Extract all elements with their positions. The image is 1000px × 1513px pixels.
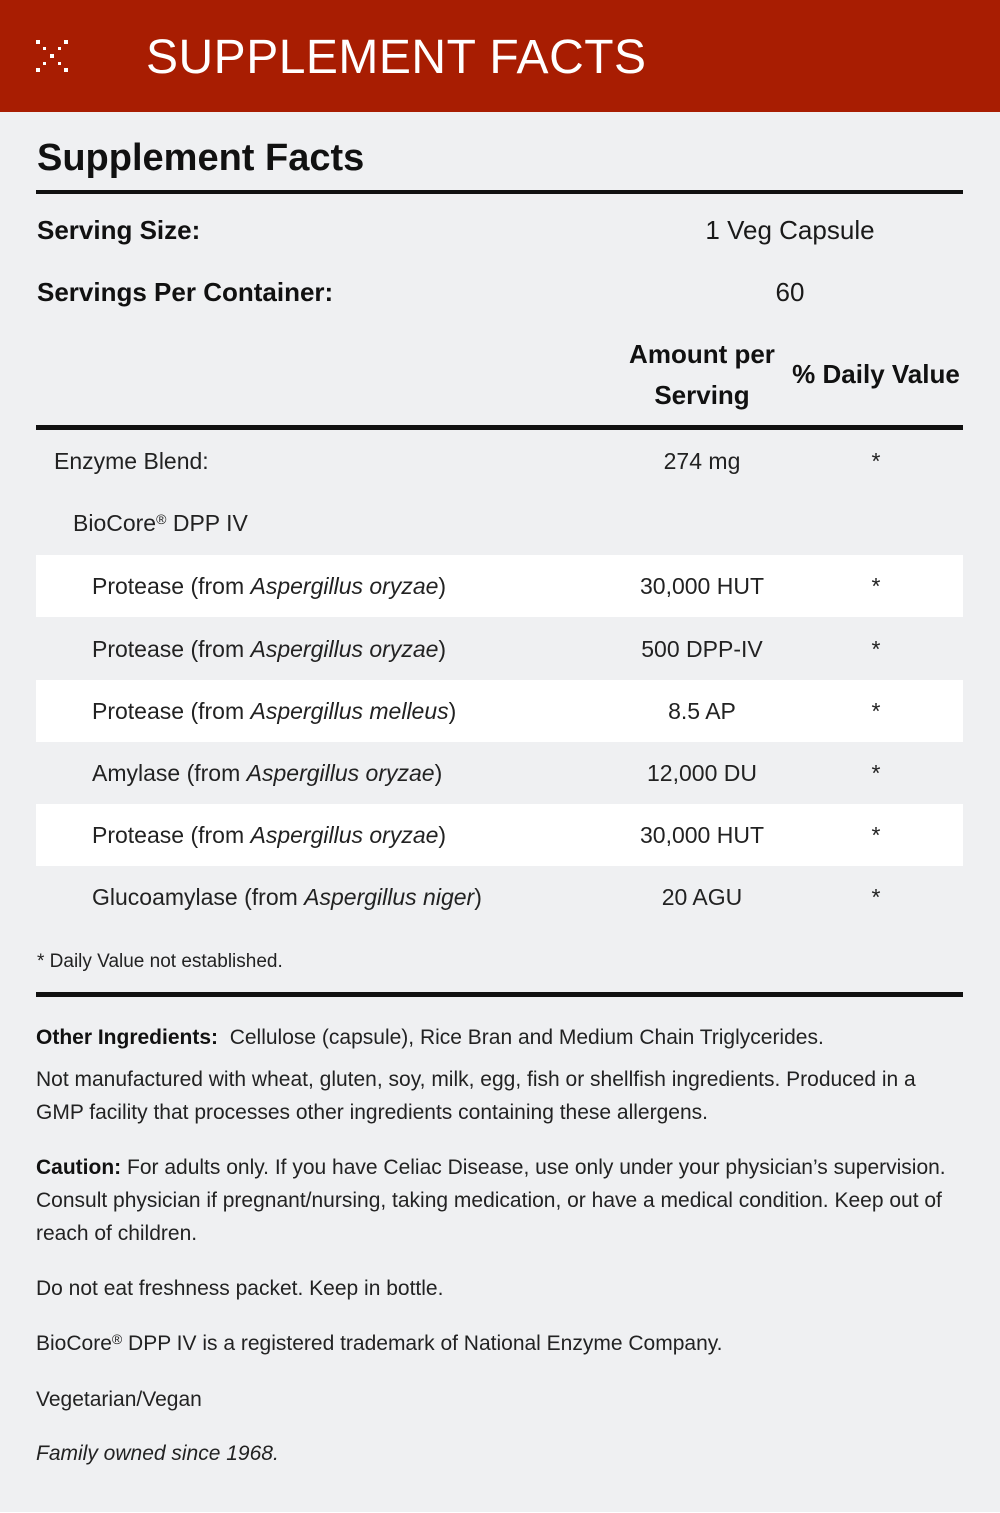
ingredient-amount: 12,000 DU xyxy=(647,760,757,786)
sub-blend-name: BioCore® DPP IV xyxy=(73,510,248,536)
ingredient-dv: * xyxy=(871,822,881,848)
freshness-note: Do not eat freshness packet. Keep in bottle. xyxy=(36,1277,444,1300)
family-note: Family owned since 1968. xyxy=(36,1442,279,1465)
caution-label: Caution: xyxy=(36,1156,122,1179)
blend-name: Enzyme Blend: xyxy=(54,448,209,474)
amount-header-line1: Amount per xyxy=(629,339,775,369)
sub-blend-row xyxy=(36,492,963,554)
ingredient-dv: * xyxy=(871,636,881,662)
ingredient-amount: 20 AGU xyxy=(661,884,743,910)
ingredient-name: Glucoamylase (from Aspergillus niger) xyxy=(92,884,482,910)
ingredient-name: Amylase (from Aspergillus oryzae) xyxy=(92,760,443,786)
ingredient-dv: * xyxy=(871,698,881,724)
panel-title: Supplement Facts xyxy=(37,137,365,179)
header-title: SUPPLEMENT FACTS xyxy=(146,31,647,84)
ingredient-row xyxy=(36,555,963,617)
serving-size-label: Serving Size: xyxy=(37,215,201,245)
ingredient-name: Protease (from Aspergillus melleus) xyxy=(92,698,457,724)
ingredient-dv: * xyxy=(871,760,881,786)
ingredient-row xyxy=(36,680,963,742)
ingredient-name: Protease (from Aspergillus oryzae) xyxy=(92,573,447,599)
other-ingredients xyxy=(36,1021,966,1054)
diet-note: Vegetarian/Vegan xyxy=(36,1388,202,1411)
daily-value-header: % Daily Value xyxy=(792,359,960,389)
notes-divider xyxy=(36,992,963,997)
blend-dv: * xyxy=(871,448,881,474)
ingredient-name: Protease (from Aspergillus oryzae) xyxy=(92,822,447,848)
other-ingredients-label: Other Ingredients: xyxy=(36,1026,219,1049)
ingredient-amount: 500 DPP-IV xyxy=(641,636,763,662)
ingredient-dv: * xyxy=(871,573,881,599)
ingredient-amount: 8.5 AP xyxy=(668,698,736,724)
title-divider xyxy=(36,190,963,194)
allergen-statement: Not manufactured with wheat, gluten, soy, milk, egg, fish or shellfish ingredients. Produced in a GMP facility that processes other ingredients containing these allergens. xyxy=(36,1068,916,1124)
blend-row xyxy=(36,430,963,492)
sparkle-x-icon xyxy=(34,38,70,74)
ingredient-row xyxy=(36,742,963,804)
amount-per-serving-header xyxy=(612,334,792,416)
daily-value-footnote: * Daily Value not established. xyxy=(37,951,283,972)
caution-statement xyxy=(36,1151,966,1250)
ingredient-amount: 30,000 HUT xyxy=(639,822,764,848)
serving-size-value: 1 Veg Capsule xyxy=(705,215,875,245)
ingredient-row xyxy=(36,618,963,680)
ingredient-row xyxy=(36,804,963,866)
blend-amount: 274 mg xyxy=(663,448,741,474)
ingredient-dv: * xyxy=(871,884,881,910)
amount-header-line2: Serving xyxy=(654,380,750,410)
servings-per-container-label: Servings Per Container: xyxy=(37,277,334,307)
header-bar xyxy=(0,0,1000,112)
ingredient-name: Protease (from Aspergillus oryzae) xyxy=(92,636,447,662)
trademark-note: BioCore® DPP IV is a registered trademark of National Enzyme Company. xyxy=(36,1331,723,1355)
ingredient-amount: 30,000 HUT xyxy=(639,573,764,599)
servings-per-container-value: 60 xyxy=(775,277,805,307)
ingredient-row xyxy=(36,866,963,928)
other-ingredients-text: Cellulose (capsule), Rice Bran and Medium Chain Triglycerides. xyxy=(229,1026,824,1049)
caution-text: For adults only. If you have Celiac Disease, use only under your physician’s supervision. Consult physician if pregnant/nursing, taking medication, or have a medical condition. Keep out of reach of children. xyxy=(36,1156,946,1245)
